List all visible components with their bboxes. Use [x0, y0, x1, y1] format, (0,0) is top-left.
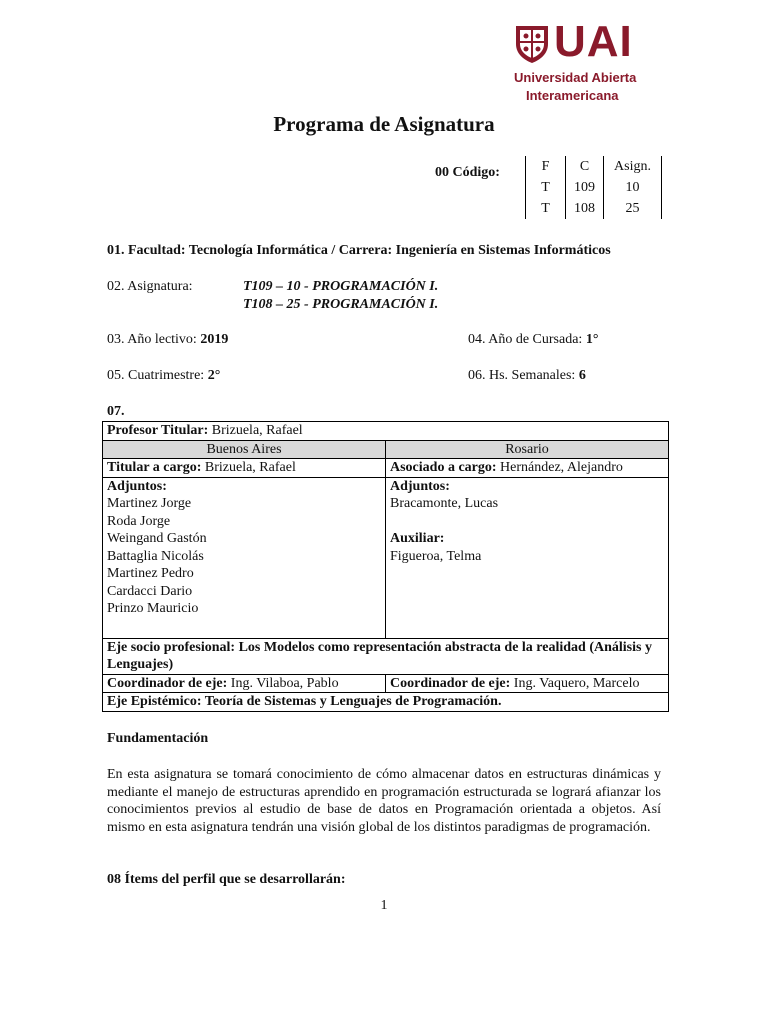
- list-item: Cardacci Dario: [107, 583, 193, 599]
- codigo-cell: 25: [604, 198, 662, 219]
- logo-text: UAI: [554, 17, 633, 66]
- profesor-label: Profesor Titular:: [107, 423, 209, 438]
- adjuntos-label: Adjuntos:: [107, 478, 167, 494]
- coord-ros-cell: [386, 674, 669, 693]
- codigo-cell: 108: [566, 198, 604, 219]
- eje-epistemico-cell: [103, 693, 669, 712]
- list-item: Roda Jorge: [107, 513, 171, 529]
- facultad-line: 01. Facultad: Tecnología Informática / Carrera: Ingeniería en Sistemas Informáticos: [107, 243, 611, 258]
- list-item: Battaglia Nicolás: [107, 548, 204, 564]
- asociado-value: Hernández, Alejandro: [496, 460, 623, 475]
- codigo-header-row: [526, 156, 662, 177]
- page-number: 1: [380, 898, 388, 913]
- logo-line1: Universidad Abierta: [514, 70, 637, 85]
- codigo-row: [526, 198, 662, 219]
- codigo-cell: 109: [566, 177, 604, 198]
- anio-lectivo-label: 03. Año lectivo:: [107, 332, 201, 347]
- list-item: Martinez Pedro: [107, 566, 194, 581]
- hs-semanales: [468, 368, 586, 384]
- eje-epist-value: Teoría de Sistemas y Lenguajes de Programación.: [201, 694, 502, 709]
- codigo-table: [525, 156, 662, 219]
- profesor-value: Brizuela, Rafael: [208, 423, 303, 438]
- codigo-cell: T: [526, 198, 566, 219]
- list-item: Martinez Jorge: [107, 496, 192, 511]
- anio-cursada-value: 1°: [585, 332, 599, 347]
- list-item: Prinzo Mauricio: [107, 601, 199, 616]
- eje-epist-label: Eje Epistémico:: [107, 694, 202, 709]
- profesor-cell: [103, 422, 669, 441]
- anio-lectivo-value: 2019: [200, 332, 229, 347]
- codigo-cell: 10: [604, 177, 662, 198]
- codigo-header-f: F: [526, 156, 566, 177]
- cuatrimestre-label: 05. Cuatrimestre:: [107, 368, 208, 383]
- eje-epistemico-row: [103, 693, 669, 712]
- coord-ba-cell: [103, 674, 386, 693]
- coord-label: Coordinador de eje:: [390, 675, 511, 691]
- cuatrimestre-value: 2°: [207, 368, 221, 383]
- eje-socio-label: Eje socio profesional:: [107, 639, 236, 655]
- titular-row: [103, 459, 669, 478]
- col-rosario: Rosario: [386, 440, 669, 459]
- codigo-cell: T: [526, 177, 566, 198]
- shield-icon: [514, 24, 550, 64]
- staff-table: [102, 421, 669, 712]
- titular-value: Brizuela, Rafael: [201, 460, 296, 475]
- logo-line2: Interamericana: [526, 88, 619, 103]
- coordinador-row: [103, 674, 669, 693]
- auxiliar-value: Figueroa, Telma: [390, 548, 482, 564]
- list-item: Bracamonte, Lucas: [390, 496, 499, 511]
- adjuntos-ros-cell: [386, 477, 669, 638]
- coord-label: Coordinador de eje:: [107, 675, 228, 691]
- campus-header-row: [103, 440, 669, 459]
- list-item: Weingand Gastón: [107, 531, 207, 546]
- fundamentacion-title: Fundamentación: [107, 731, 209, 746]
- eje-socio-row: [103, 638, 669, 674]
- asignatura-label: 02. Asignatura:: [107, 279, 193, 294]
- titular-label: Titular a cargo:: [107, 460, 202, 475]
- col-buenos-aires: Buenos Aires: [103, 440, 386, 459]
- codigo-header-asign: Asign.: [604, 156, 662, 177]
- titular-cell: [103, 459, 386, 478]
- section-07: 07.: [107, 404, 125, 419]
- uai-logo: [510, 17, 660, 104]
- asociado-label: Asociado a cargo:: [390, 460, 497, 475]
- adjuntos-ba-cell: [103, 477, 386, 638]
- auxiliar-label: Auxiliar:: [390, 531, 445, 546]
- profesor-row: [103, 422, 669, 441]
- codigo-label: 00 Código:: [435, 165, 500, 180]
- anio-cursada: [468, 332, 598, 348]
- asignatura-line2: T108 – 25 - PROGRAMACIÓN I.: [243, 297, 439, 312]
- hs-semanales-value: 6: [578, 368, 586, 383]
- adjuntos-label: Adjuntos:: [390, 478, 450, 494]
- items-title: 08 Ítems del perfil que se desarrollarán:: [107, 872, 346, 887]
- coord-ros-value: Ing. Vaquero, Marcelo: [510, 675, 640, 691]
- eje-socio-cell: [103, 638, 669, 674]
- hs-semanales-label: 06. Hs. Semanales:: [468, 368, 579, 383]
- codigo-header-c: C: [566, 156, 604, 177]
- cuatrimestre: [107, 368, 220, 384]
- adjuntos-ba-list: [107, 495, 381, 618]
- page-title: Programa de Asignatura: [273, 112, 495, 136]
- fundamentacion-text: En esta asignatura se tomará conocimiento de cómo almacenar datos en estructuras dinámicas y mediante el manejo de estructuras aprendido en programación estructurada se logrará afianzar los conocimientos previos al estudio de base de datos en Programación orientada a objetos. Así mismo en esta asignatura tendrán una visión global de los distintos paradigmas de programación.: [107, 767, 661, 835]
- codigo-row: [526, 177, 662, 198]
- asignatura-line1: T109 – 10 - PROGRAMACIÓN I.: [243, 279, 439, 294]
- eje-socio-value: Los Modelos como representación abstracta de la realidad (Análisis y Lenguajes): [107, 639, 652, 672]
- asociado-cell: [386, 459, 669, 478]
- adjuntos-row: [103, 477, 669, 638]
- anio-cursada-label: 04. Año de Cursada:: [468, 332, 586, 347]
- coord-ba-value: Ing. Vilaboa, Pablo: [227, 675, 339, 691]
- spacer: [390, 513, 664, 531]
- anio-lectivo: [107, 332, 228, 348]
